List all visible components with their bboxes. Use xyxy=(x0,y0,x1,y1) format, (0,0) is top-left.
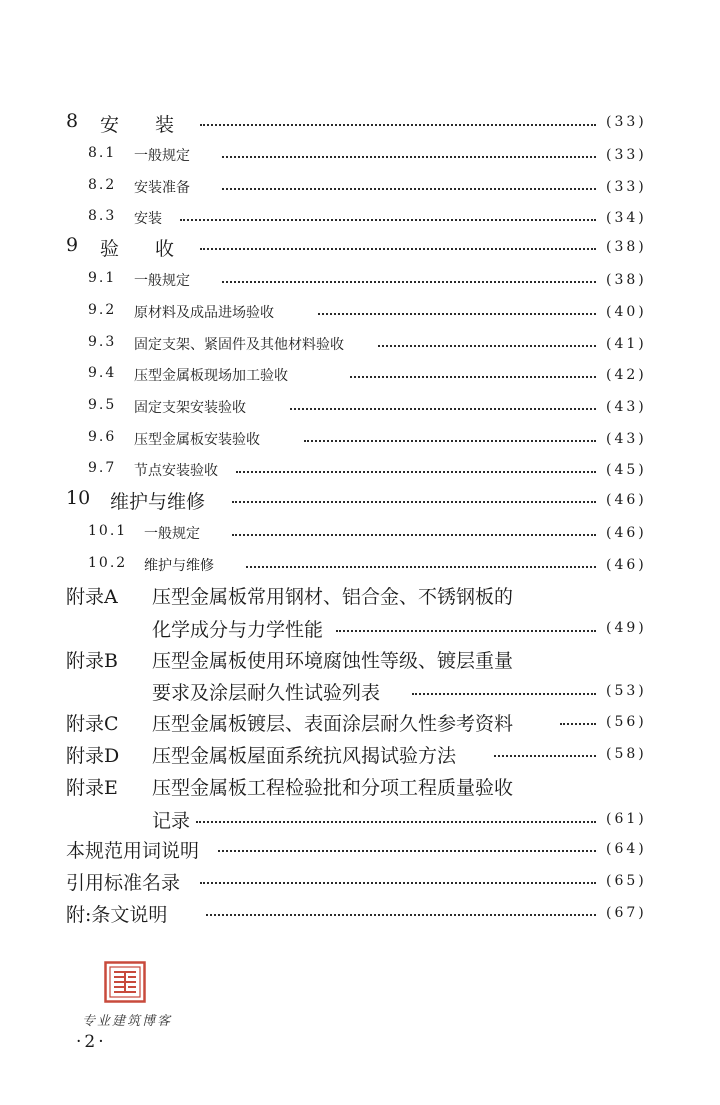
toc-num: 9.5 xyxy=(88,397,117,413)
toc-entry-8-1[interactable] xyxy=(0,143,720,173)
toc-title: 安装 xyxy=(134,211,162,227)
leader-dots xyxy=(232,501,596,503)
toc-title: 原材料及成品进场验收 xyxy=(134,305,274,321)
toc-entry-9-7[interactable] xyxy=(0,458,720,488)
toc-page: (65) xyxy=(606,873,647,889)
toc-entry-8-3[interactable] xyxy=(0,206,720,236)
toc-title: 引用标准名录 xyxy=(66,872,181,894)
toc-num: 附录C xyxy=(66,713,119,735)
toc-entry-10[interactable] xyxy=(0,487,720,517)
toc-title: 压型金属板镀层、表面涂层耐久性参考资料 xyxy=(152,713,514,735)
toc-entry-appendix-b[interactable] xyxy=(0,646,720,710)
toc-num: 10.2 xyxy=(88,555,128,571)
toc-num: 9.6 xyxy=(88,429,117,445)
toc-num: 附录A xyxy=(66,586,118,608)
toc-page: (45) xyxy=(606,462,647,478)
toc-num: 附录B xyxy=(66,650,118,672)
toc-title: 维护与维修 xyxy=(110,491,206,513)
toc-page: (58) xyxy=(606,746,647,762)
toc-num: 9.1 xyxy=(88,270,117,286)
toc-num: 8 xyxy=(66,110,79,132)
toc-title: 压型金属板安装验收 xyxy=(134,432,260,448)
leader-dots xyxy=(560,723,596,725)
toc-entry-8[interactable] xyxy=(0,110,720,140)
toc-page: (46) xyxy=(606,492,647,508)
toc-entry-9-4[interactable] xyxy=(0,363,720,393)
toc-num: 8.1 xyxy=(88,145,117,161)
toc-title: 本规范用词说明 xyxy=(66,840,200,862)
toc-title: 一般规定 xyxy=(144,526,200,542)
toc-title-continued: 记录 xyxy=(152,810,191,832)
toc-entry-9-5[interactable] xyxy=(0,395,720,425)
leader-dots xyxy=(218,850,596,852)
toc-title: 固定支架、紧固件及其他材料验收 xyxy=(134,337,344,353)
toc-entry-wording-notes[interactable] xyxy=(0,836,720,866)
leader-dots xyxy=(232,534,596,536)
toc-entry-appendix-c[interactable] xyxy=(0,709,720,739)
toc-page: (46) xyxy=(606,525,647,541)
toc-page: (43) xyxy=(606,431,647,447)
leader-dots xyxy=(196,821,596,823)
leader-dots xyxy=(222,281,596,283)
leader-dots xyxy=(350,376,596,378)
leader-dots xyxy=(200,248,596,250)
toc-title: 维护与维修 xyxy=(144,558,214,574)
toc-page: (33) xyxy=(606,114,647,130)
toc-title-continued: 化学成分与力学性能 xyxy=(152,619,324,641)
leader-dots xyxy=(304,440,596,442)
toc-entry-10-1[interactable] xyxy=(0,521,720,551)
toc-title: 安装 xyxy=(100,114,211,136)
page-number: ·2· xyxy=(76,1032,107,1052)
toc-title: 一般规定 xyxy=(134,148,190,164)
toc-num: 9.4 xyxy=(88,365,117,381)
seal-logo-icon xyxy=(104,961,146,1003)
toc-page: (33) xyxy=(606,147,647,163)
toc-page: (34) xyxy=(606,210,647,226)
toc-title: 验收 xyxy=(100,238,211,260)
leader-dots xyxy=(222,156,596,158)
toc-entry-appendix-d[interactable] xyxy=(0,741,720,771)
toc-entry-clause-explanation[interactable] xyxy=(0,900,720,930)
toc-entry-10-2[interactable] xyxy=(0,553,720,583)
toc-page: (46) xyxy=(606,557,647,573)
toc-title: 附:条文说明 xyxy=(66,904,168,926)
toc-page: (40) xyxy=(606,304,647,320)
toc-num: 10 xyxy=(66,487,91,509)
leader-dots xyxy=(180,219,596,221)
toc-num: 9 xyxy=(66,234,79,256)
toc-num: 10.1 xyxy=(88,523,128,539)
toc-page: (67) xyxy=(606,905,647,921)
toc-page: (61) xyxy=(606,811,647,827)
toc-num: 附录E xyxy=(66,777,118,799)
toc-page: (38) xyxy=(606,239,647,255)
leader-dots xyxy=(378,345,596,347)
toc-page: (53) xyxy=(606,683,647,699)
leader-dots xyxy=(290,408,596,410)
leader-dots xyxy=(412,693,596,695)
leader-dots xyxy=(336,630,596,632)
leader-dots xyxy=(200,882,596,884)
toc-page: (56) xyxy=(606,714,647,730)
toc-entry-9[interactable] xyxy=(0,234,720,264)
leader-dots xyxy=(318,313,596,315)
leader-dots xyxy=(206,914,596,916)
toc-num: 9.7 xyxy=(88,460,117,476)
toc-entry-appendix-e[interactable] xyxy=(0,773,720,837)
toc-entry-8-2[interactable] xyxy=(0,175,720,205)
leader-dots xyxy=(200,124,596,126)
toc-num: 9.2 xyxy=(88,302,117,318)
toc-entry-9-3[interactable] xyxy=(0,332,720,362)
toc-entry-9-6[interactable] xyxy=(0,427,720,457)
toc-entry-9-2[interactable] xyxy=(0,300,720,330)
leader-dots xyxy=(246,566,596,568)
toc-title: 安装准备 xyxy=(134,180,190,196)
toc-num: 8.3 xyxy=(88,208,117,224)
leader-dots xyxy=(494,755,596,757)
leader-dots xyxy=(222,188,596,190)
toc-title: 节点安装验收 xyxy=(134,463,218,479)
toc-title: 固定支架安装验收 xyxy=(134,400,246,416)
leader-dots xyxy=(236,471,596,473)
toc-page: (41) xyxy=(606,336,647,352)
toc-title: 压型金属板现场加工验收 xyxy=(134,368,288,384)
toc-page: (38) xyxy=(606,272,647,288)
toc-num: 8.2 xyxy=(88,177,117,193)
toc-title: 压型金属板工程检验批和分项工程质量验收 xyxy=(152,777,514,799)
toc-page: (42) xyxy=(606,367,647,383)
toc-entry-9-1[interactable] xyxy=(0,268,720,298)
toc-entry-appendix-a[interactable] xyxy=(0,582,720,646)
toc-title-continued: 要求及涂层耐久性试验列表 xyxy=(152,682,381,704)
toc-title: 压型金属板使用环境腐蚀性等级、镀层重量 xyxy=(152,650,514,672)
toc-page: (64) xyxy=(606,841,647,857)
toc-num: 附录D xyxy=(66,745,120,767)
toc-num: 9.3 xyxy=(88,334,117,350)
toc-page: (43) xyxy=(606,399,647,415)
blog-watermark-text: 专业建筑博客 xyxy=(82,1014,173,1029)
toc-title: 一般规定 xyxy=(134,273,190,289)
toc-entry-cited-standards[interactable] xyxy=(0,868,720,898)
toc-page: (33) xyxy=(606,179,647,195)
toc-title: 压型金属板屋面系统抗风揭试验方法 xyxy=(152,745,457,767)
toc-page: (49) xyxy=(606,620,647,636)
toc-title: 压型金属板常用钢材、铝合金、不锈钢板的 xyxy=(152,586,514,608)
